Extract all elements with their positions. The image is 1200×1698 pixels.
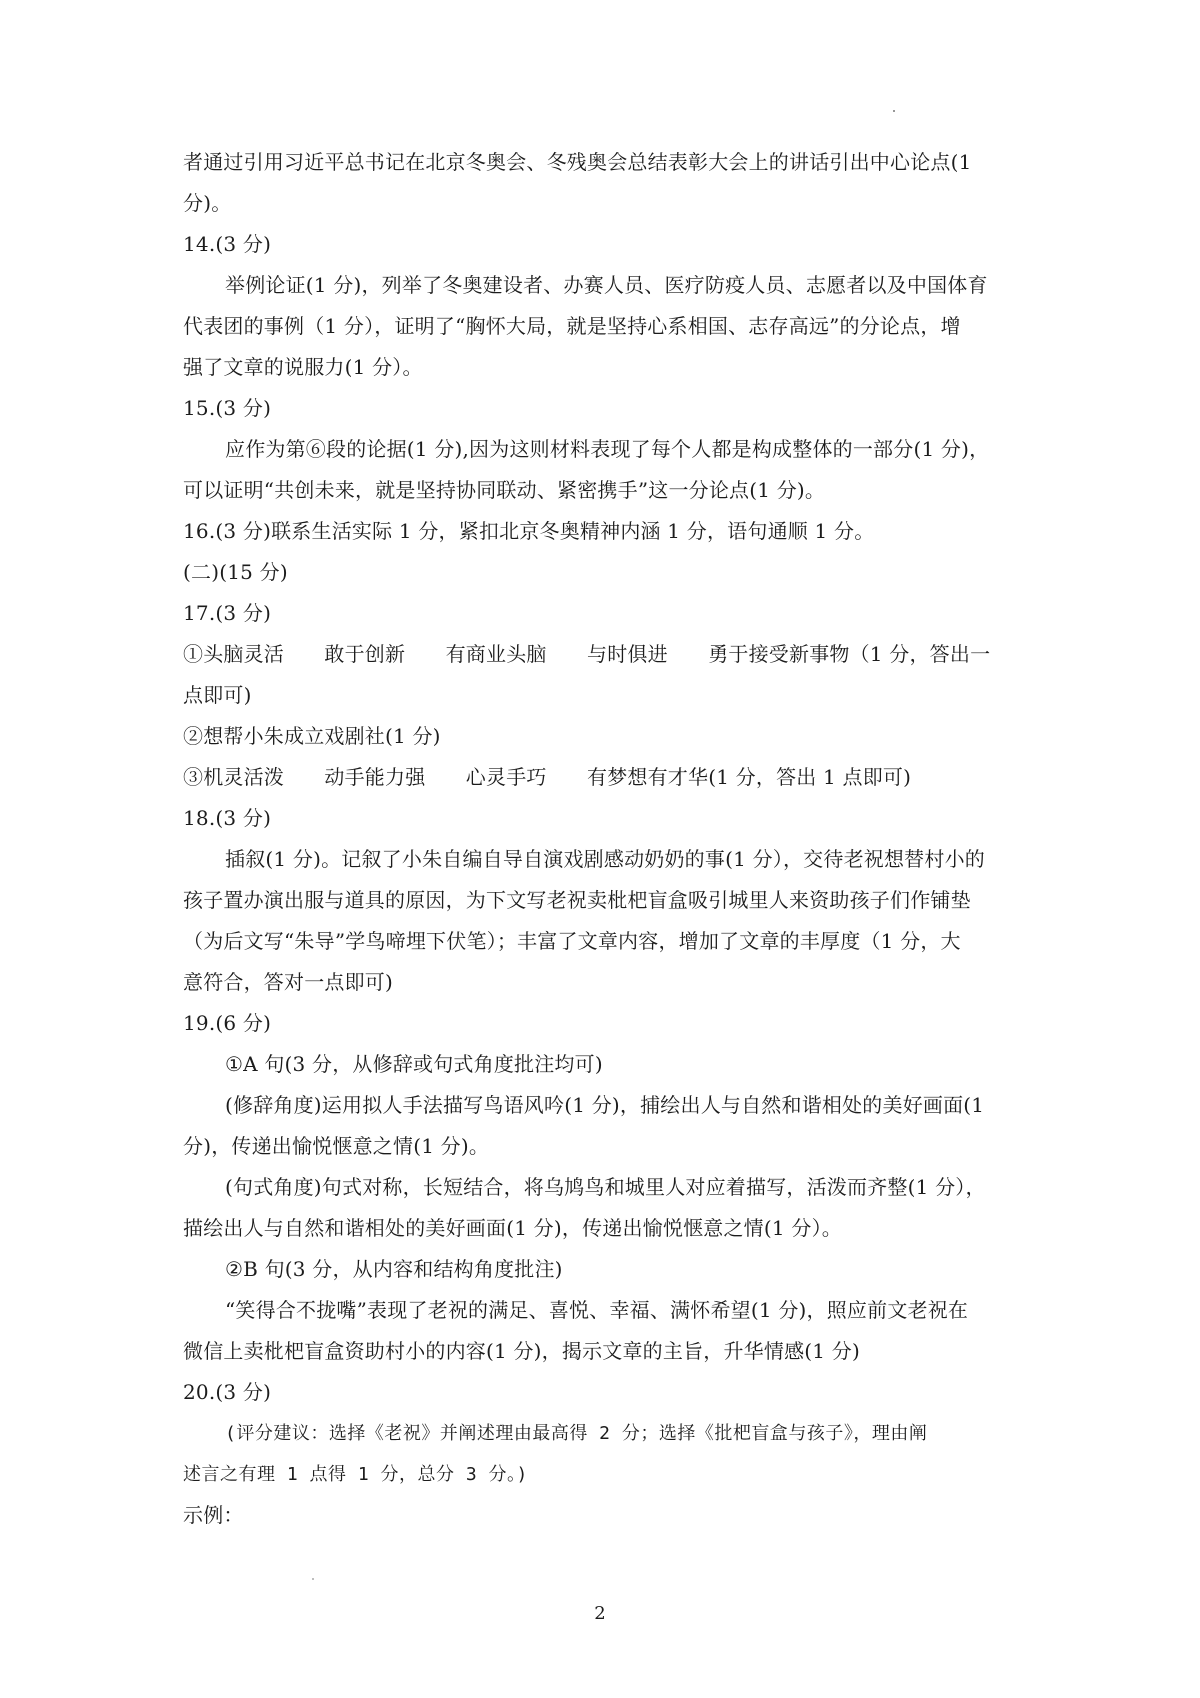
text-line: ②想帮小朱成立戏剧社(1 分) xyxy=(183,724,441,748)
text-line: 意符合，答对一点即可) xyxy=(183,970,394,994)
text-line: 插叙(1 分)。记叙了小朱自编自导自演戏剧感动奶奶的事(1 分），交待老祝想替村小的 xyxy=(225,847,985,871)
text-line: 分)。 xyxy=(183,191,232,215)
section-heading: (二)(15 分) xyxy=(183,560,288,584)
text-line: 举例论证(1 分)，列举了冬奥建设者、办赛人员、医疗防疫人员、志愿者以及中国体育 xyxy=(225,273,988,297)
text-line: ①头脑灵活 敢于创新 有商业头脑 与时俱进 勇于接受新事物（1 分，答出一 xyxy=(183,642,991,666)
text-line: 示例： xyxy=(183,1503,244,1527)
text-line: 分)，传递出愉悦惬意之情(1 分)。 xyxy=(183,1134,490,1158)
text-line: 微信上卖枇杷盲盒资助村小的内容(1 分)，揭示文章的主旨，升华情感(1 分) xyxy=(183,1339,860,1363)
text-line: 应作为第⑥段的论据(1 分),因为这则材料表现了每个人都是构成整体的一部分(1 分)， xyxy=(225,437,990,461)
scoring-note: (评分建议：选择《老祝》并阐述理由最高得 2 分；选择《批杷盲盒与孩子》，理由阐 xyxy=(225,1423,928,1444)
text-line: (修辞角度)运用拟人手法描写鸟语风吟(1 分)，捕绘出人与自然和谐相处的美好画面(1 xyxy=(225,1093,985,1117)
text-line: ③机灵活泼 动手能力强 心灵手巧 有梦想有才华(1 分，答出 1 点即可) xyxy=(183,765,912,789)
question-heading: 14.(3 分) xyxy=(183,232,272,256)
text-line: “笑得合不拢嘴”表现了老祝的满足、喜悦、幸福、满怀希望(1 分)，照应前文老祝在 xyxy=(225,1298,969,1322)
text-line: ②B 句(3 分，从内容和结构角度批注) xyxy=(225,1257,563,1281)
text-line: 孩子置办演出服与道具的原因，为下文写老祝卖枇杷盲盒吸引城里人来资助孩子们作铺垫 xyxy=(183,888,971,912)
text-line: 者通过引用习近平总书记在北京冬奥会、冬残奥会总结表彰大会上的讲话引出中心论点(1 xyxy=(183,150,972,174)
page-number: 2 xyxy=(594,1603,606,1624)
text-line: 点即可) xyxy=(183,683,252,707)
text-line: ①A 句(3 分，从修辞或句式角度批注均可) xyxy=(225,1052,603,1076)
text-line: 描绘出人与自然和谐相处的美好画面(1 分)，传递出愉悦惬意之情(1 分）。 xyxy=(183,1216,842,1240)
question-heading: 16.(3 分)联系生活实际 1 分，紧扣北京冬奥精神内涵 1 分，语句通顺 1 分。 xyxy=(183,519,875,543)
question-heading: 19.(6 分) xyxy=(183,1011,272,1035)
answer-text xyxy=(183,142,1025,1536)
scoring-note: 述言之有理 1 点得 1 分，总分 3 分。) xyxy=(183,1464,528,1485)
question-heading: 17.(3 分) xyxy=(183,601,272,625)
text-line: 强了文章的说服力(1 分）。 xyxy=(183,355,423,379)
text-line: (句式角度)句式对称，长短结合，将乌鸠鸟和城里人对应着描写，活泼而齐整(1 分）， xyxy=(225,1175,986,1199)
text-line: （为后文写“朱导”学鸟啼埋下伏笔）；丰富了文章内容，增加了文章的丰厚度（1 分，大 xyxy=(183,929,961,953)
question-heading: 15.(3 分) xyxy=(183,396,272,420)
text-line: 代表团的事例（1 分），证明了“胸怀大局，就是坚持心系相国、志存高远”的分论点，增 xyxy=(183,314,961,338)
question-heading: 20.(3 分) xyxy=(183,1380,272,1404)
text-line: 可以证明“共创未来，就是坚持协同联动、紧密携手”这一分论点(1 分)。 xyxy=(183,478,826,502)
question-heading: 18.(3 分) xyxy=(183,806,272,830)
scan-speck xyxy=(312,1578,314,1580)
scan-speck xyxy=(893,110,895,112)
